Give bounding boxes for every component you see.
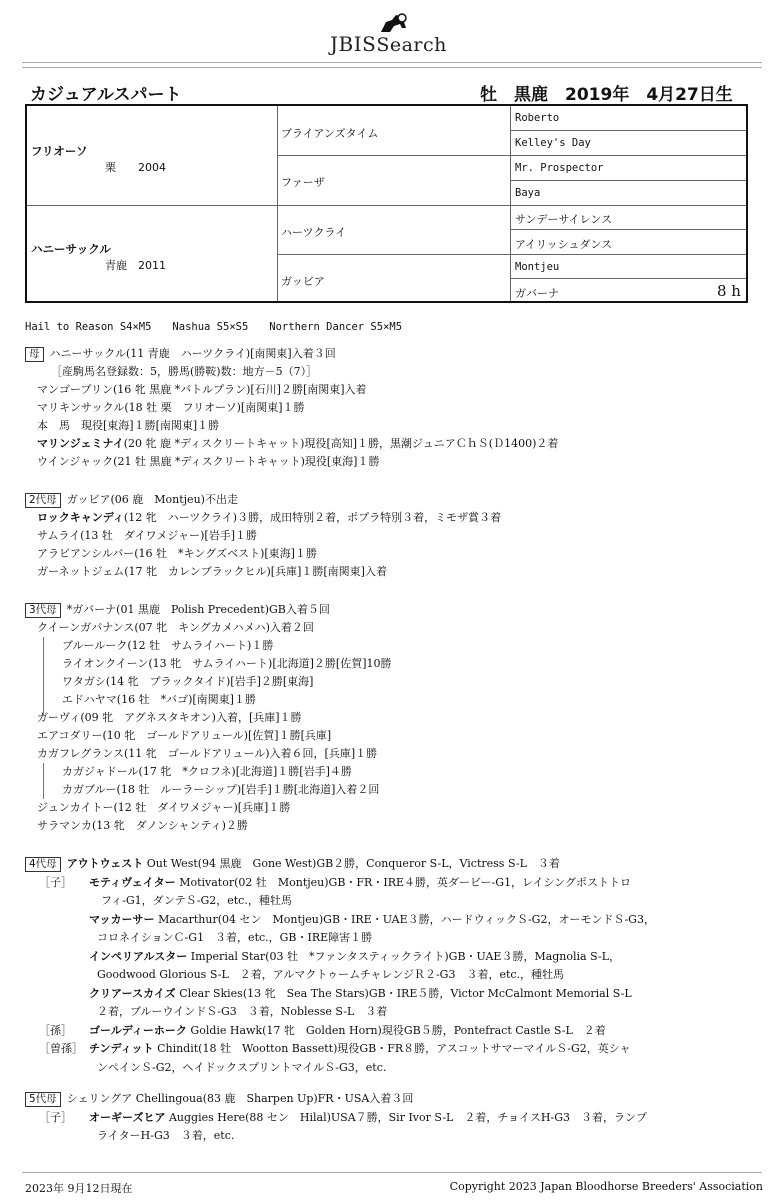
- g4-line: Out West(94 黒鹿 Gone West)GB２勝，Conqueror S-L，Victress S-L ３着: [146, 857, 560, 870]
- ped-divider: [27, 205, 746, 206]
- dam-dam[interactable]: ガッビア: [281, 275, 325, 288]
- sire-dam[interactable]: ファーザ: [281, 176, 325, 189]
- dam-name[interactable]: ハニーサックル: [31, 242, 111, 256]
- foal-name[interactable]: オーギーズヒア: [89, 1110, 166, 1124]
- row-label: ［孫］: [39, 1023, 72, 1037]
- dam-detail: 青鹿 2011: [105, 259, 166, 272]
- foal-name[interactable]: インペリアルスター: [89, 949, 188, 963]
- g3-line: ブルールーク(12 牡 サムライハート)１勝: [62, 639, 274, 652]
- dam-line: 本 馬 現役[東海]１勝[南関東]１勝: [37, 419, 220, 432]
- ped-divider: [277, 254, 746, 255]
- g5-line: Auggies Here(88 セン Hilal)USA７勝，Sir Ivor S-L ２着，チョイスH-G3 ３着，ランプ: [168, 1110, 647, 1124]
- g3-line: エアコダリー(10 牝 ゴールドアリュール)[佐賀]１勝[兵庫]: [37, 729, 332, 742]
- section-tag: 3代母: [25, 603, 61, 618]
- g4-ancestor[interactable]: Baya: [515, 187, 541, 199]
- g3-line: カガジャドール(17 牝 *クロフネ)[北海道]１勝[岩手]４勝: [62, 765, 352, 778]
- g4-ancestor[interactable]: Kelley's Day: [515, 137, 591, 149]
- ped-divider: [510, 229, 746, 230]
- ped-divider: [510, 130, 746, 131]
- g3-line: エドハヤマ(16 牡 *バゴ)[南関東]１勝: [62, 693, 256, 706]
- dam-sire[interactable]: ハーツクライ: [281, 226, 347, 239]
- g4-line: フィ-G1，ダンテＳ-G2，etc.，種牡馬: [101, 894, 292, 907]
- dam-line: マリキンサックル(18 牡 栗 フリオーソ)[南関東]１勝: [37, 401, 305, 414]
- section-tag: 2代母: [25, 493, 61, 508]
- header-divider-2: [22, 67, 762, 68]
- g3-line: ワタガシ(14 牝 ブラックタイド)[岩手]２勝[東海]: [62, 675, 314, 688]
- g4-ancestor[interactable]: Mr. Prospector: [515, 162, 604, 174]
- section-tag: 母: [25, 347, 44, 362]
- row-label: ［子］: [39, 1110, 72, 1124]
- g4-ancestor[interactable]: アイリッシュダンス: [515, 238, 613, 251]
- g2-line: (12 牝 ハーツクライ)３勝，成田特別２着，ポプラ特別３着，ミモザ賞３着: [123, 511, 502, 524]
- g3-line: ガーヴィ(09 牝 アグネスタキオン)入着，[兵庫]１勝: [37, 711, 302, 724]
- foal-name[interactable]: モティヴェイター: [89, 875, 176, 889]
- header-divider: [22, 62, 762, 63]
- g5-line: シェリングア Chellingoua(83 鹿 Sharpen Up)FR・USA入着３回: [66, 1092, 414, 1105]
- g4-line: ンペインＳ-G2，ヘイドックスプリントマイルＳ-G3，etc.: [97, 1060, 387, 1074]
- g4-ancestor[interactable]: Roberto: [515, 112, 560, 124]
- fifth-dam-section: [25, 1090, 647, 1146]
- dam-line: ウインジャック(21 牡 黒鹿 *ディスクリートキャット)現役[東海]１勝: [37, 455, 380, 468]
- g3-line: カガフレグランス(11 牝 ゴールドアリュール)入着６回，[兵庫]１勝: [37, 747, 378, 760]
- pedigree-table: [25, 104, 748, 303]
- ped-divider: [277, 155, 746, 156]
- brand-main: JBIS: [330, 32, 377, 56]
- g4-line: Goodwood Glorious S-L ２着，アルマクトゥームチャレンジＲ２-G3 ３着，etc.，種牡馬: [97, 968, 565, 981]
- copyright: Copyright 2023 Japan Bloodhorse Breeders' Association: [449, 1180, 763, 1193]
- fourth-dam-section: [25, 855, 655, 1077]
- logo-text: [330, 32, 447, 56]
- g3-line: ジュンカイトー(12 牡 ダイワメジャー)[兵庫]１勝: [37, 801, 291, 814]
- sire-detail: 栗 2004: [105, 161, 166, 174]
- row-label: ［子］: [39, 875, 72, 889]
- ped-divider: [510, 180, 746, 181]
- second-dam-section: [25, 491, 501, 581]
- tree-branch: [43, 637, 44, 715]
- g4-line: コロネイションＣ-G1 ３着，etc.，GB・IRE障害１勝: [97, 931, 373, 944]
- g2-line: ガッビア(06 鹿 Montjeu)不出走: [66, 493, 238, 506]
- ped-divider: [510, 278, 746, 279]
- row-label: ［曽孫］: [39, 1042, 83, 1055]
- ped-col-line: [510, 106, 511, 301]
- foal-name[interactable]: ゴールディーホーク: [89, 1023, 187, 1037]
- g3-line: サラマンカ(13 牝 ダノンシャンティ)２勝: [37, 819, 248, 832]
- dam-line: ハニーサックル(11 青鹿 ハーツクライ)[南関東]入着３回: [49, 347, 336, 360]
- g2-line: サムライ(13 牡 ダイワメジャー)[岩手]１勝: [37, 529, 258, 542]
- g5-line: ライターH-G3 ３着，etc.: [97, 1129, 235, 1142]
- g4-ancestor[interactable]: ガバーナ: [515, 287, 559, 300]
- g4-ancestor[interactable]: サンデーサイレンス: [515, 213, 613, 226]
- third-dam-section: [25, 601, 392, 835]
- sire-sire[interactable]: ブライアンズタイム: [281, 127, 379, 140]
- ped-col-line: [277, 106, 278, 301]
- inbreeding-line: Hail to Reason S4×M5 Nashua S5×S5 Northern Dancer S5×M5: [25, 321, 403, 333]
- foal-name[interactable]: クリアースカイズ: [89, 986, 176, 1000]
- horse-name: カジュアルスパート: [30, 85, 182, 105]
- foal-name[interactable]: ロックキャンディ: [37, 511, 124, 524]
- footer-divider: [22, 1172, 762, 1173]
- dam-line: (20 牝 鹿 *ディスクリートキャット)現役[高知]１勝，黒潮ジュニアＣｈＳ(Ｄ1400)２着: [123, 437, 559, 450]
- foal-name[interactable]: チンディット: [89, 1042, 154, 1055]
- g4-line: Goldie Hawk(17 牝 Golden Horn)現役GB５勝，Pontefract Castle S-L ２着: [190, 1023, 606, 1037]
- site-logo[interactable]: [0, 6, 775, 56]
- sire-name[interactable]: フリオーソ: [31, 144, 88, 158]
- dam-line: マンゴープリン(16 牝 黒鹿 *バトルプラン)[石川]２勝[南関東]入着: [37, 383, 367, 396]
- dam-line: ［産駒馬名登録数：5，勝馬(勝鞍)数：地方－5（7）］: [51, 365, 318, 378]
- g4-line: Chindit(18 牡 Wootton Bassett)現役GB・FR８勝，アスコットサマーマイルＳ-G2，英シャ: [157, 1042, 631, 1055]
- section-tag: 5代母: [25, 1092, 61, 1107]
- g4-line: Motivator(02 牡 Montjeu)GB・FR・IRE４勝，英ダービー-G1，レイシングポストトロ: [179, 875, 632, 889]
- foal-name[interactable]: マッカーサー: [89, 912, 155, 926]
- foal-name[interactable]: マリンジェミナイ: [37, 437, 124, 450]
- brand-search: Search: [376, 34, 447, 56]
- section-tag: 4代母: [25, 857, 61, 872]
- generation-count: 8 h: [717, 282, 741, 300]
- horse-summary: 牡 黒鹿 2019年 4月27日生: [480, 85, 733, 105]
- g2-line: ガーネットジェム(17 牝 カレンブラックヒル)[兵庫]１勝[南関東]入着: [37, 565, 387, 578]
- g3-line: クイーンガバナンス(07 牝 キングカメハメハ)入着２回: [37, 621, 314, 634]
- g3-line: *ガバーナ(01 黒鹿 Polish Precedent)GB入着５回: [66, 603, 330, 616]
- tree-branch: [43, 763, 44, 799]
- as-of-date: 2023年 9月12日現在: [25, 1182, 133, 1195]
- g3-line: カガブルー(18 牡 ルーラーシップ)[岩手]１勝[北海道]入着２回: [62, 783, 380, 796]
- g2-line: アラビアンシルバー(16 牡 *キングズベスト)[東海]１勝: [37, 547, 317, 560]
- dam-section: [25, 345, 558, 471]
- g4-line: ２着，ブルーウインドＳ-G3 ３着，Noblesse S-L ３着: [97, 1005, 388, 1018]
- g4-line: Clear Skies(13 牝 Sea The Stars)GB・IRE５勝，Victor McCalmont Memorial S-L: [179, 986, 632, 1000]
- g4-line: Imperial Star(03 牡 *ファンタスティックライト)GB・UAE３勝，Magnolia S-L，: [190, 949, 621, 963]
- g4-ancestor[interactable]: Montjeu: [515, 261, 560, 273]
- g4-line: Macarthur(04 セン Montjeu)GB・IRE・UAE３勝，ハードウィックＳ-G2，オーモンドＳ-G3，: [158, 912, 655, 926]
- foal-name[interactable]: アウトウェスト: [66, 857, 144, 870]
- g3-line: ライオンクイーン(13 牝 サムライハート)[北海道]２勝[佐賀]10勝: [62, 657, 392, 670]
